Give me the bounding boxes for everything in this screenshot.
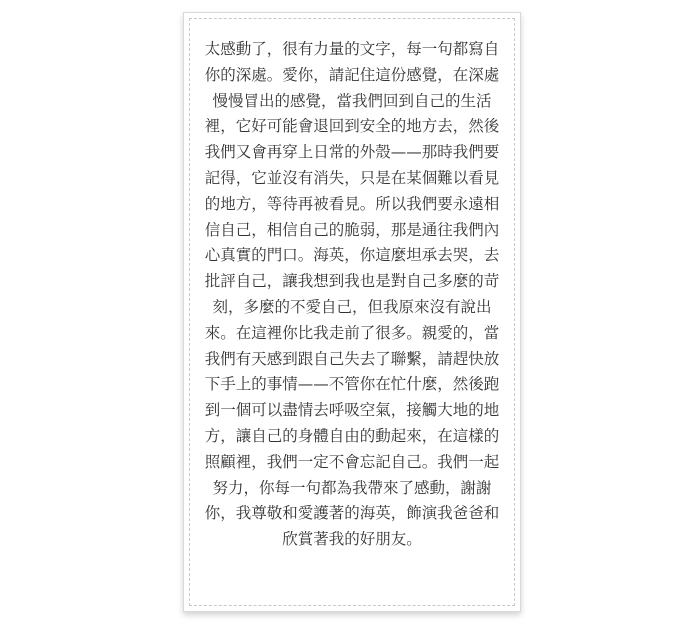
- comment-card-dashed-border: [189, 18, 515, 606]
- comment-text: 太感動了，很有力量的文字，每一句都寫自你的深處。愛你，請記住這份感覺，在深處慢慢冒出的感覺，當我們回到自己的生活裡，它好可能會退回到安全的地方去，然後我們又會再穿上日常的外殼——那時我們要記得，它並沒有消失，只是在某個難以看見的地方，等待再被看見。所以我們要永遠相信自己，相信自己的脆弱，那是通往我們內心真實的門口。海英，你這麼坦承去哭，去批評自己，讓我想到我也是對自己多麼的苛刻，多麼的不愛自己，但我原來沒有說出來。在這裡你比我走前了很多。親愛的，當我們有天感到跟自己失去了聯繫，請趕快放下手上的事情——不管你在忙什麼，然後跑到一個可以盡情去呼吸空氣，接觸大地的地方，讓自己的身體自由的動起來，在這樣的照顧裡，我們一定不會忘記自己。我們一起努力，你每一句都為我帶來了感動，謝謝你，我尊敬和愛護著的海英，飾演我爸爸和欣賞著我的好朋友。: [204, 40, 500, 549]
- comment-card: [183, 12, 521, 612]
